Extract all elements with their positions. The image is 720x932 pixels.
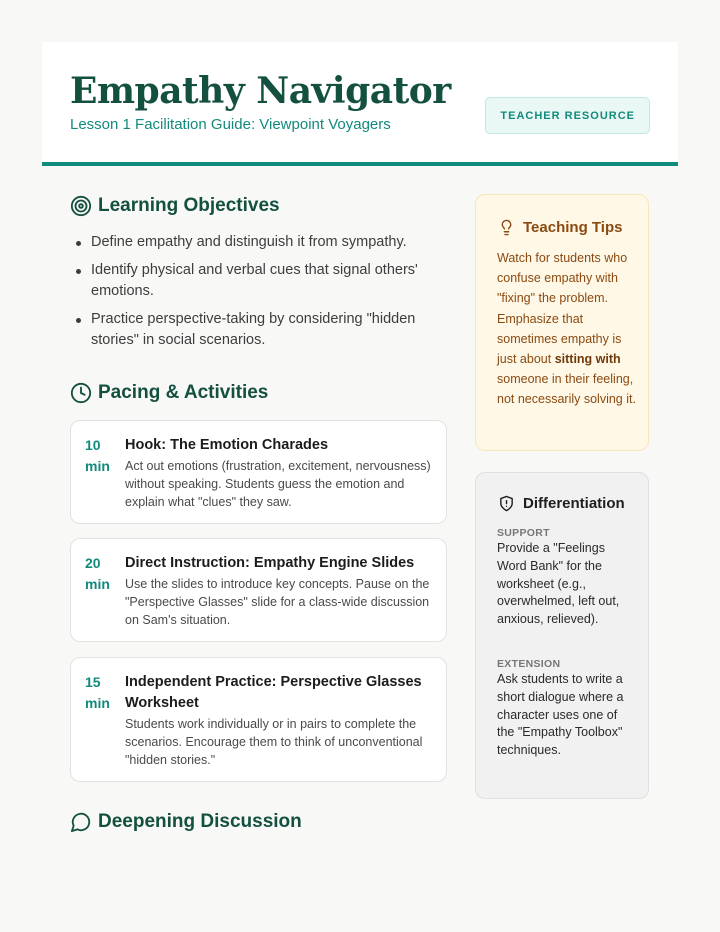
activity-description: Students work individually or in pairs to complete the scenarios. Encourage them to think of unconventional "hidden stories." bbox=[125, 717, 423, 767]
list-item: Practice perspective-taking by considering "hidden stories" in social scenarios. bbox=[74, 309, 454, 351]
activity-duration: 15 min bbox=[85, 674, 110, 711]
page-subtitle: Lesson 1 Facilitation Guide: Viewpoint Voyagers bbox=[70, 116, 391, 133]
activity-title: Hook: The Emotion Charades bbox=[125, 437, 329, 453]
learning-objectives-title: Learning Objectives bbox=[98, 195, 280, 216]
learning-objectives-heading bbox=[70, 195, 280, 217]
list-item: Define empathy and distinguish it from sympathy. bbox=[74, 232, 454, 253]
differentiation-card bbox=[475, 472, 649, 799]
discussion-title: Deepening Discussion bbox=[98, 811, 302, 832]
activity-title: Direct Instruction: Empathy Engine Slides bbox=[125, 555, 415, 571]
speech-bubble-icon bbox=[70, 811, 92, 833]
activity-title: Independent Practice: Perspective Glasses Worksheet bbox=[125, 674, 422, 711]
activity-card bbox=[70, 657, 447, 782]
support-label: SUPPORT bbox=[497, 527, 550, 539]
differentiation-title: Differentiation bbox=[523, 495, 625, 512]
activity-description: Act out emotions (frustration, excitement, nervousness) without speaking. Students guess the emotion and explain what "clues" they saw. bbox=[125, 459, 431, 509]
teaching-tips-card bbox=[475, 194, 649, 451]
page-title: Empathy Navigator bbox=[70, 70, 451, 112]
extension-label: EXTENSION bbox=[497, 658, 561, 670]
pacing-title: Pacing & Activities bbox=[98, 382, 269, 403]
lightbulb-icon bbox=[498, 219, 515, 236]
clock-icon bbox=[70, 382, 92, 404]
activity-duration: 10 min bbox=[85, 437, 110, 474]
target-icon bbox=[70, 195, 92, 217]
activity-card bbox=[70, 420, 447, 524]
support-text: Provide a "Feelings Word Bank" for the worksheet (e.g., overwhelmed, left out, anxious, relieved). bbox=[497, 541, 620, 627]
pacing-heading bbox=[70, 382, 268, 404]
activity-description: Use the slides to introduce key concepts. Pause on the "Perspective Glasses" slide for a class-wide discussion on Sam's situation. bbox=[125, 577, 430, 627]
teaching-tips-title: Teaching Tips bbox=[523, 219, 623, 236]
extension-text: Ask students to write a short dialogue where a character uses one of the "Empathy Toolbox" techniques. bbox=[497, 672, 624, 758]
page-header bbox=[42, 42, 678, 166]
discussion-heading bbox=[70, 811, 302, 833]
activity-card bbox=[70, 538, 447, 642]
teaching-tips-text: Watch for students who confuse empathy with "fixing" the problem. Emphasize that sometimes empathy is just about sitting with someone in their feeling, not necessarily solving it. bbox=[497, 251, 636, 407]
list-item: Identify physical and verbal cues that signal others' emotions. bbox=[74, 260, 454, 302]
objectives-list bbox=[74, 232, 454, 358]
teacher-resource-badge: TEACHER RESOURCE bbox=[485, 97, 650, 134]
activity-duration: 20 min bbox=[85, 555, 110, 592]
shield-icon bbox=[498, 495, 515, 512]
